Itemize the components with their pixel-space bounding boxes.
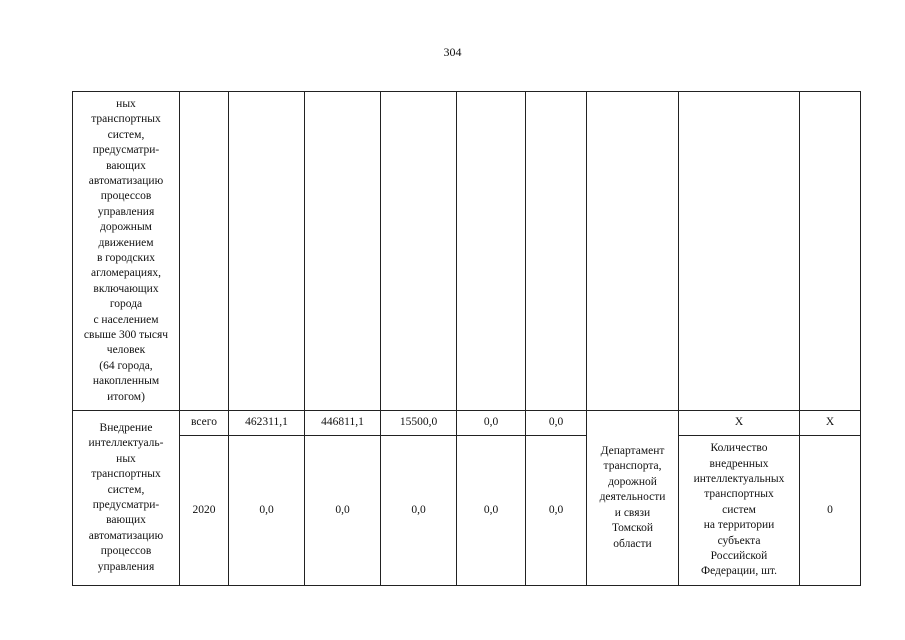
page-number: 304 [443, 45, 462, 59]
period-label-total: всего [180, 411, 229, 436]
indicator-name: Количество внедренных интеллектуальных транспортных систем на территории субъекта Российской Федерации, шт. [679, 436, 800, 586]
year-value-5: 0,0 [526, 436, 587, 586]
year-value-3: 0,0 [381, 436, 457, 586]
empty-cell [587, 92, 679, 411]
indicator-value-total: Х [800, 411, 861, 436]
total-value-2: 446811,1 [305, 411, 381, 436]
period-year: 2020 [180, 436, 229, 586]
total-value-3: 15500,0 [381, 411, 457, 436]
total-value-4: 0,0 [457, 411, 526, 436]
empty-cell [679, 92, 800, 411]
table-row-year [73, 436, 861, 586]
total-value-1: 462311,1 [229, 411, 305, 436]
total-value-5: 0,0 [526, 411, 587, 436]
empty-cell [180, 92, 229, 411]
table-row-continuation [73, 92, 861, 411]
empty-cell [229, 92, 305, 411]
year-value-4: 0,0 [457, 436, 526, 586]
empty-cell [800, 92, 861, 411]
empty-cell [381, 92, 457, 411]
empty-cell [526, 92, 587, 411]
table-row-total [73, 411, 861, 436]
measure-name-continued: ных транспортных систем, предусматри- вающих автоматизацию процессов управления дорожным движением в городских агломерациях, включающих города с населением свыше 300 тысяч человек (64 города, накопленным итогом) [73, 92, 180, 411]
year-value-2: 0,0 [305, 436, 381, 586]
executor: Департамент транспорта, дорожной деятельности и связи Томской области [587, 411, 679, 586]
indicator-value: 0 [800, 436, 861, 586]
measure-name: Внедрение интеллектуаль- ных транспортных систем, предусматри- вающих автоматизацию процессов управления [73, 411, 180, 586]
empty-cell [305, 92, 381, 411]
indicator-total: Х [679, 411, 800, 436]
year-value-1: 0,0 [229, 436, 305, 586]
program-table [72, 91, 861, 586]
empty-cell [457, 92, 526, 411]
